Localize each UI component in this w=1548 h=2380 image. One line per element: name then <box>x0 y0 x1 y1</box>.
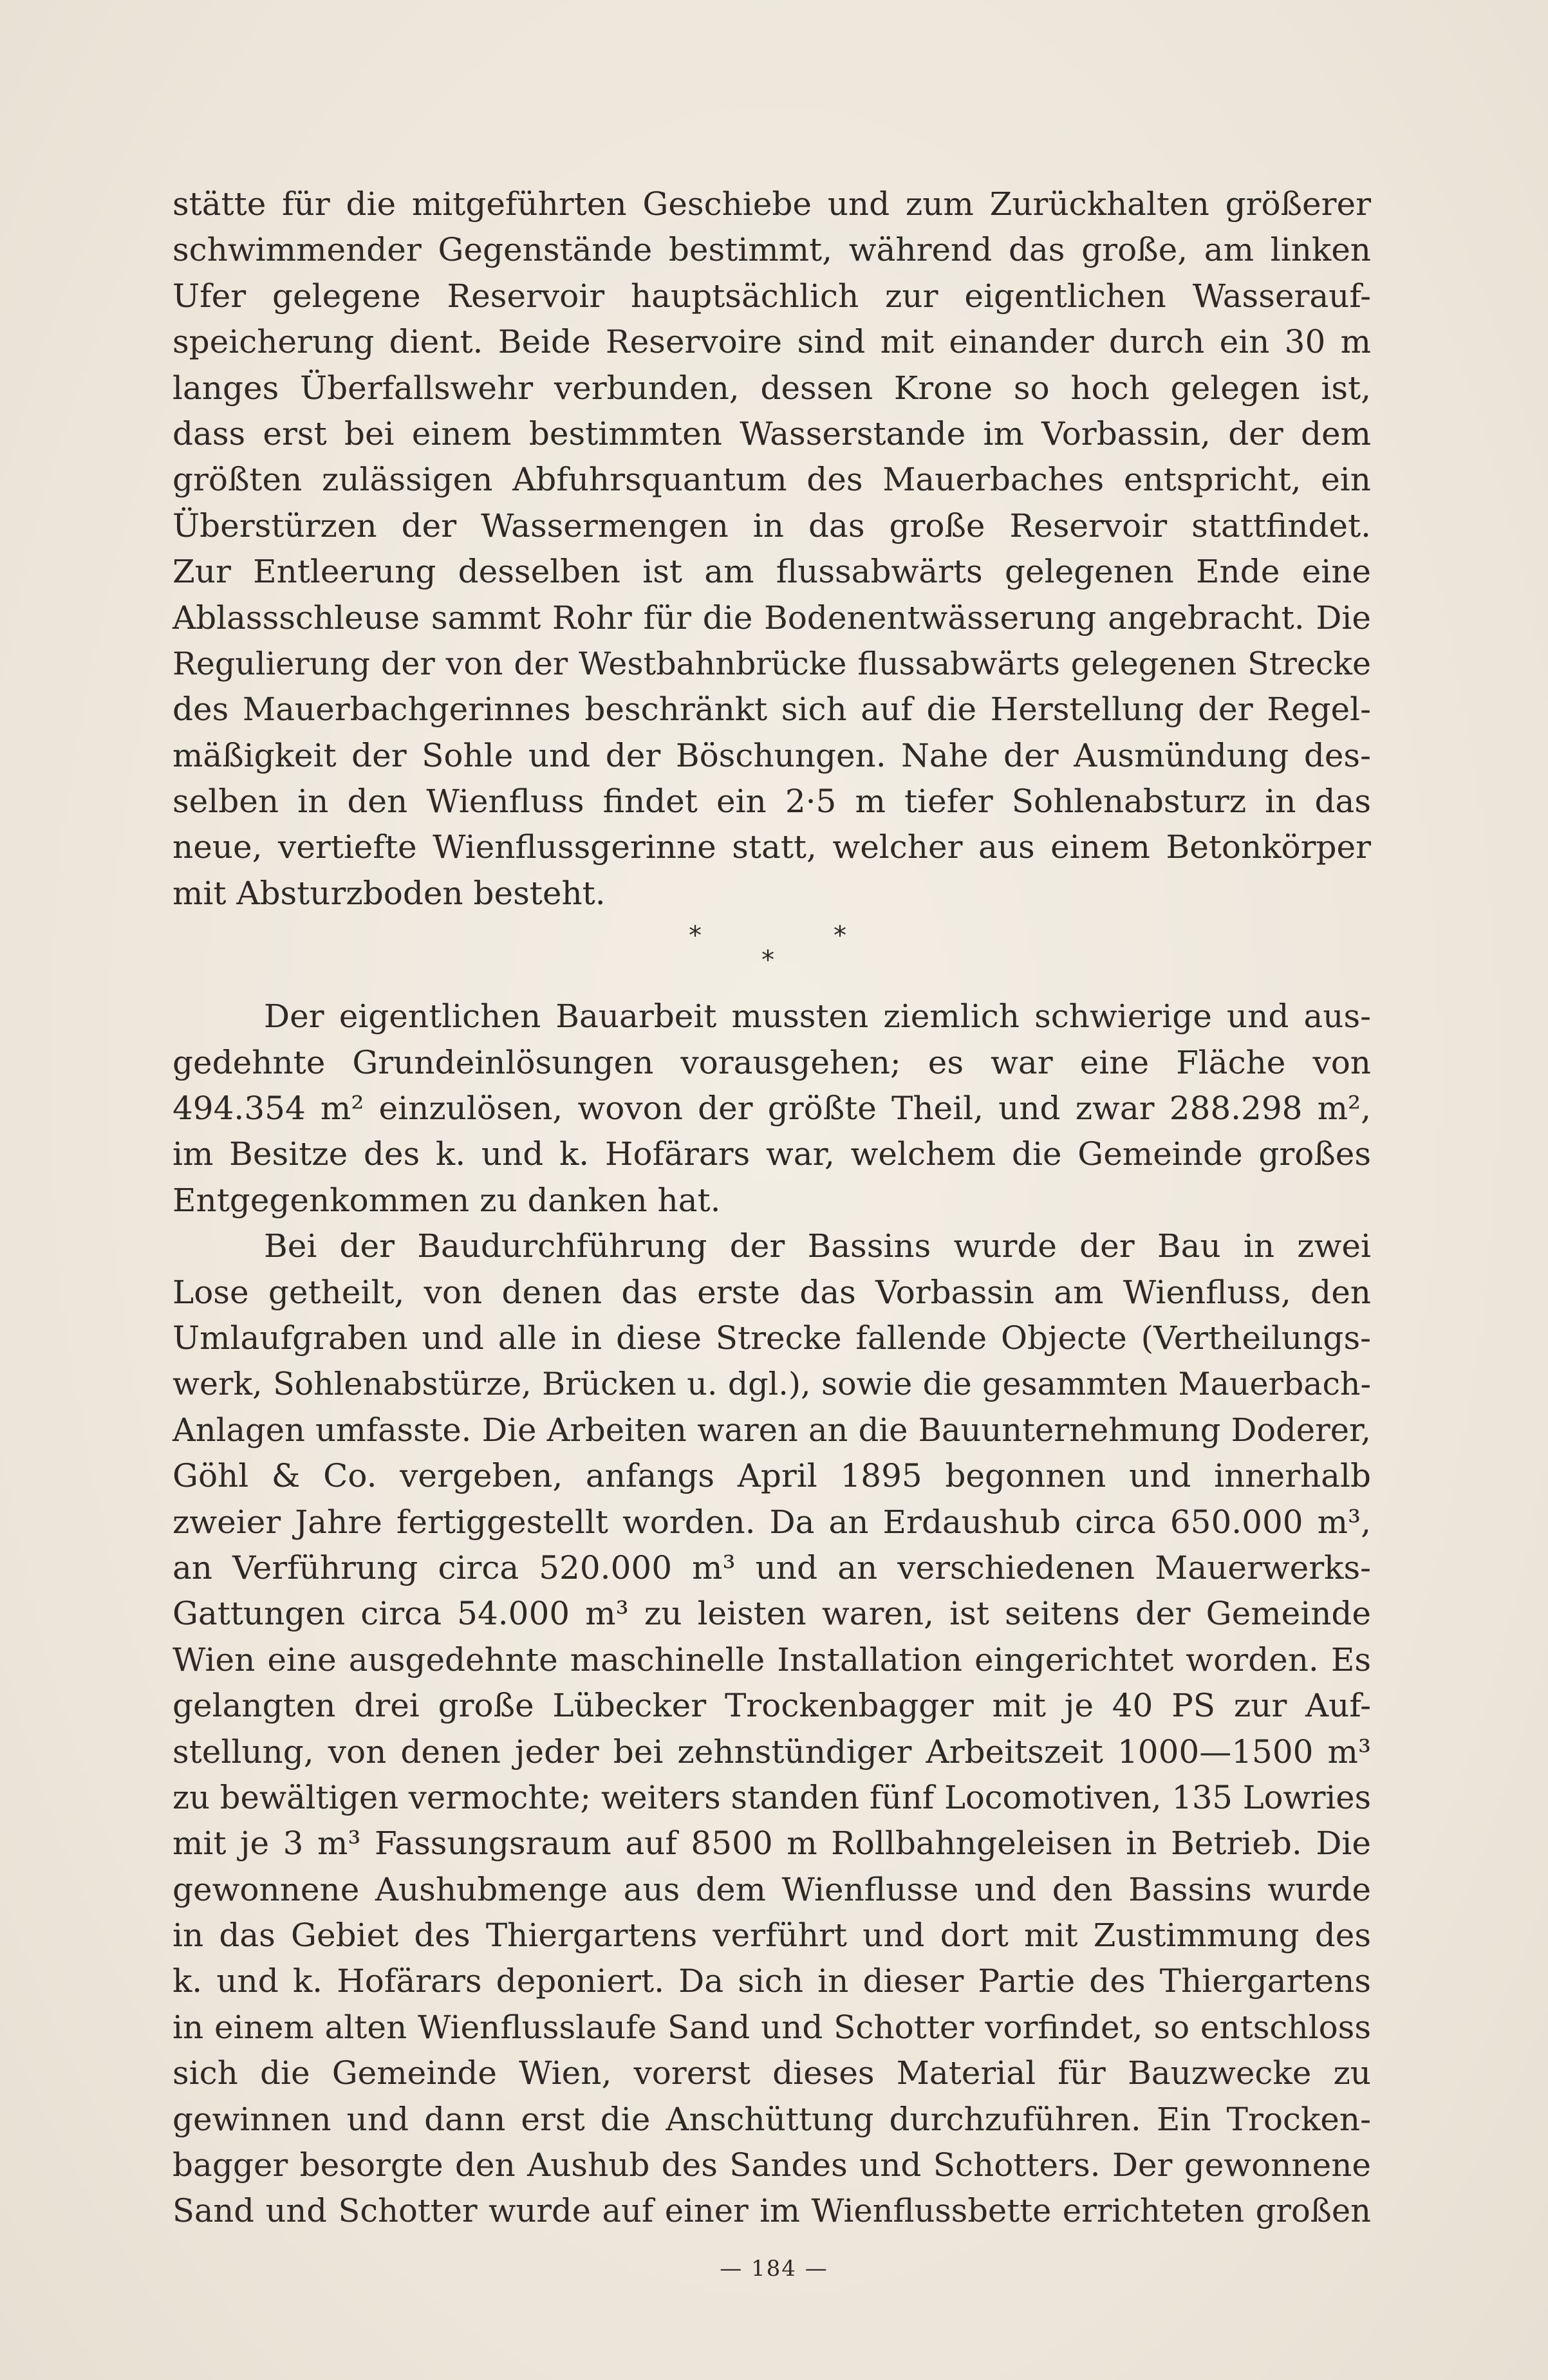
text-line: mit Absturzboden besteht. <box>173 874 606 912</box>
text-line: sich die Gemeinde Wien, vorerst dieses Material für Bauzwecke zu <box>173 2054 1371 2092</box>
asterisk-right: * <box>834 921 846 951</box>
text-line: k. und k. Hofärars deponiert. Da sich in dieser Partie des Thiergartens <box>173 1962 1371 2000</box>
text-line: Umlaufgraben und alle in diese Strecke fallende Objecte (Vertheilungs- <box>173 1319 1371 1357</box>
text-line: Entgegenkommen zu danken hat. <box>173 1181 721 1219</box>
text-line: zu bewältigen vermochte; weiters standen fünf Locomotiven, 135 Lowries <box>173 1778 1371 1816</box>
text-line: in einem alten Wienflusslaufe Sand und Schotter vorfindet, so entschloss <box>173 2008 1371 2046</box>
text-line: dass erst bei einem bestimmten Wasserstande im Vorbassin, der dem <box>173 414 1371 452</box>
text-line: stellung, von denen jeder bei zehnstündiger Arbeitszeit 1000—1500 m³ <box>173 1733 1371 1771</box>
section-separator <box>173 916 1371 994</box>
text-line: Gattungen circa 54.000 m³ zu leisten waren, ist seitens der Gemeinde <box>173 1595 1371 1633</box>
text-line: stätte für die mitgeführten Geschiebe und zum Zurückhalten größerer <box>173 185 1371 223</box>
text-line: Regulierung der von der Westbahnbrücke flussabwärts gelegenen Strecke <box>173 645 1371 682</box>
text-line: größten zulässigen Abfuhrsquantum des Mauerbaches entspricht, ein <box>173 461 1371 499</box>
text-line: 494.354 m² einzulösen, wovon der größte Theil, und zwar 288.298 m², <box>173 1090 1371 1128</box>
text-line: Sand und Schotter wurde auf einer im Wienflussbette errichteten großen <box>173 2192 1371 2230</box>
page-number: — 184 — <box>720 2256 828 2282</box>
paragraph-3 <box>173 1223 1371 2235</box>
body-text <box>173 181 1371 2235</box>
text-line: des Mauerbachgerinnes beschränkt sich auf die Herstellung der Regel- <box>173 691 1371 729</box>
asterisk-left: * <box>689 921 702 951</box>
text-line: Göhl & Co. vergeben, anfangs April 1895 begonnen und innerhalb <box>173 1457 1371 1495</box>
text-line: schwimmender Gegenstände bestimmt, während das große, am linken <box>173 231 1371 269</box>
text-line: Überstürzen der Wassermengen in das große Reservoir stattfindet. <box>173 507 1371 544</box>
text-line: werk, Sohlenabstürze, Brücken u. dgl.), sowie die gesammten Mauerbach- <box>173 1366 1371 1403</box>
text-line: mäßigkeit der Sohle und der Böschungen. Nahe der Ausmündung des- <box>173 736 1371 774</box>
text-line: mit je 3 m³ Fassungsraum auf 8500 m Rollbahngeleisen in Betrieb. Die <box>173 1825 1371 1863</box>
text-line: zweier Jahre fertiggestellt worden. Da an Erdaushub circa 650.000 m³, <box>173 1503 1371 1541</box>
text-line: gewinnen und dann erst die Anschüttung durchzuführen. Ein Trocken- <box>173 2100 1371 2138</box>
text-line: Lose getheilt, von denen das erste das Vorbassin am Wienfluss, den <box>173 1273 1371 1311</box>
text-line: an Verführung circa 520.000 m³ und an verschiedenen Mauerwerks- <box>173 1548 1371 1586</box>
text-line: selben in den Wienfluss findet ein 2·5 m tiefer Sohlenabsturz in das <box>173 783 1371 821</box>
text-line: in das Gebiet des Thiergartens verführt und dort mit Zustimmung des <box>173 1917 1371 1955</box>
paragraph-1 <box>173 181 1371 916</box>
text-line: speicherung dient. Beide Reservoire sind mit einander durch ein 30 m <box>173 323 1371 361</box>
text-line: Bei der Baudurchführung der Bassins wurde der Bau in zwei <box>264 1227 1371 1265</box>
text-line: Wien eine ausgedehnte maschinelle Installation eingerichtet worden. Es <box>173 1641 1371 1678</box>
asterisk-bottom: * <box>761 945 774 976</box>
text-line: Ufer gelegene Reservoir hauptsächlich zur eigentlichen Wasserauf- <box>173 277 1371 315</box>
text-line: langes Überfallswehr verbunden, dessen Krone so hoch gelegen ist, <box>173 369 1371 407</box>
text-line: gelangten drei große Lübecker Trockenbagger mit je 40 PS zur Auf- <box>173 1687 1371 1725</box>
text-line: im Besitze des k. und k. Hofärars war, welchem die Gemeinde großes <box>173 1135 1371 1173</box>
paragraph-2 <box>173 994 1371 1223</box>
text-line: gedehnte Grundeinlösungen vorausgehen; es war eine Fläche von <box>173 1043 1371 1081</box>
text-line: Der eigentlichen Bauarbeit mussten ziemlich schwierige und aus- <box>264 998 1371 1036</box>
text-line: bagger besorgte den Aushub des Sandes und Schotters. Der gewonnene <box>173 2146 1371 2184</box>
text-line: Ablassschleuse sammt Rohr für die Bodenentwässerung angebracht. Die <box>173 599 1371 637</box>
text-line: Zur Entleerung desselben ist am flussabwärts gelegenen Ende eine <box>173 553 1371 591</box>
text-line: gewonnene Aushubmenge aus dem Wienflusse und den Bassins wurde <box>173 1870 1371 1908</box>
text-line: Anlagen umfasste. Die Arbeiten waren an die Bauunternehmung Doderer, <box>173 1411 1371 1449</box>
text-line: neue, vertiefte Wienflussgerinne statt, welcher aus einem Betonkörper <box>173 828 1371 866</box>
